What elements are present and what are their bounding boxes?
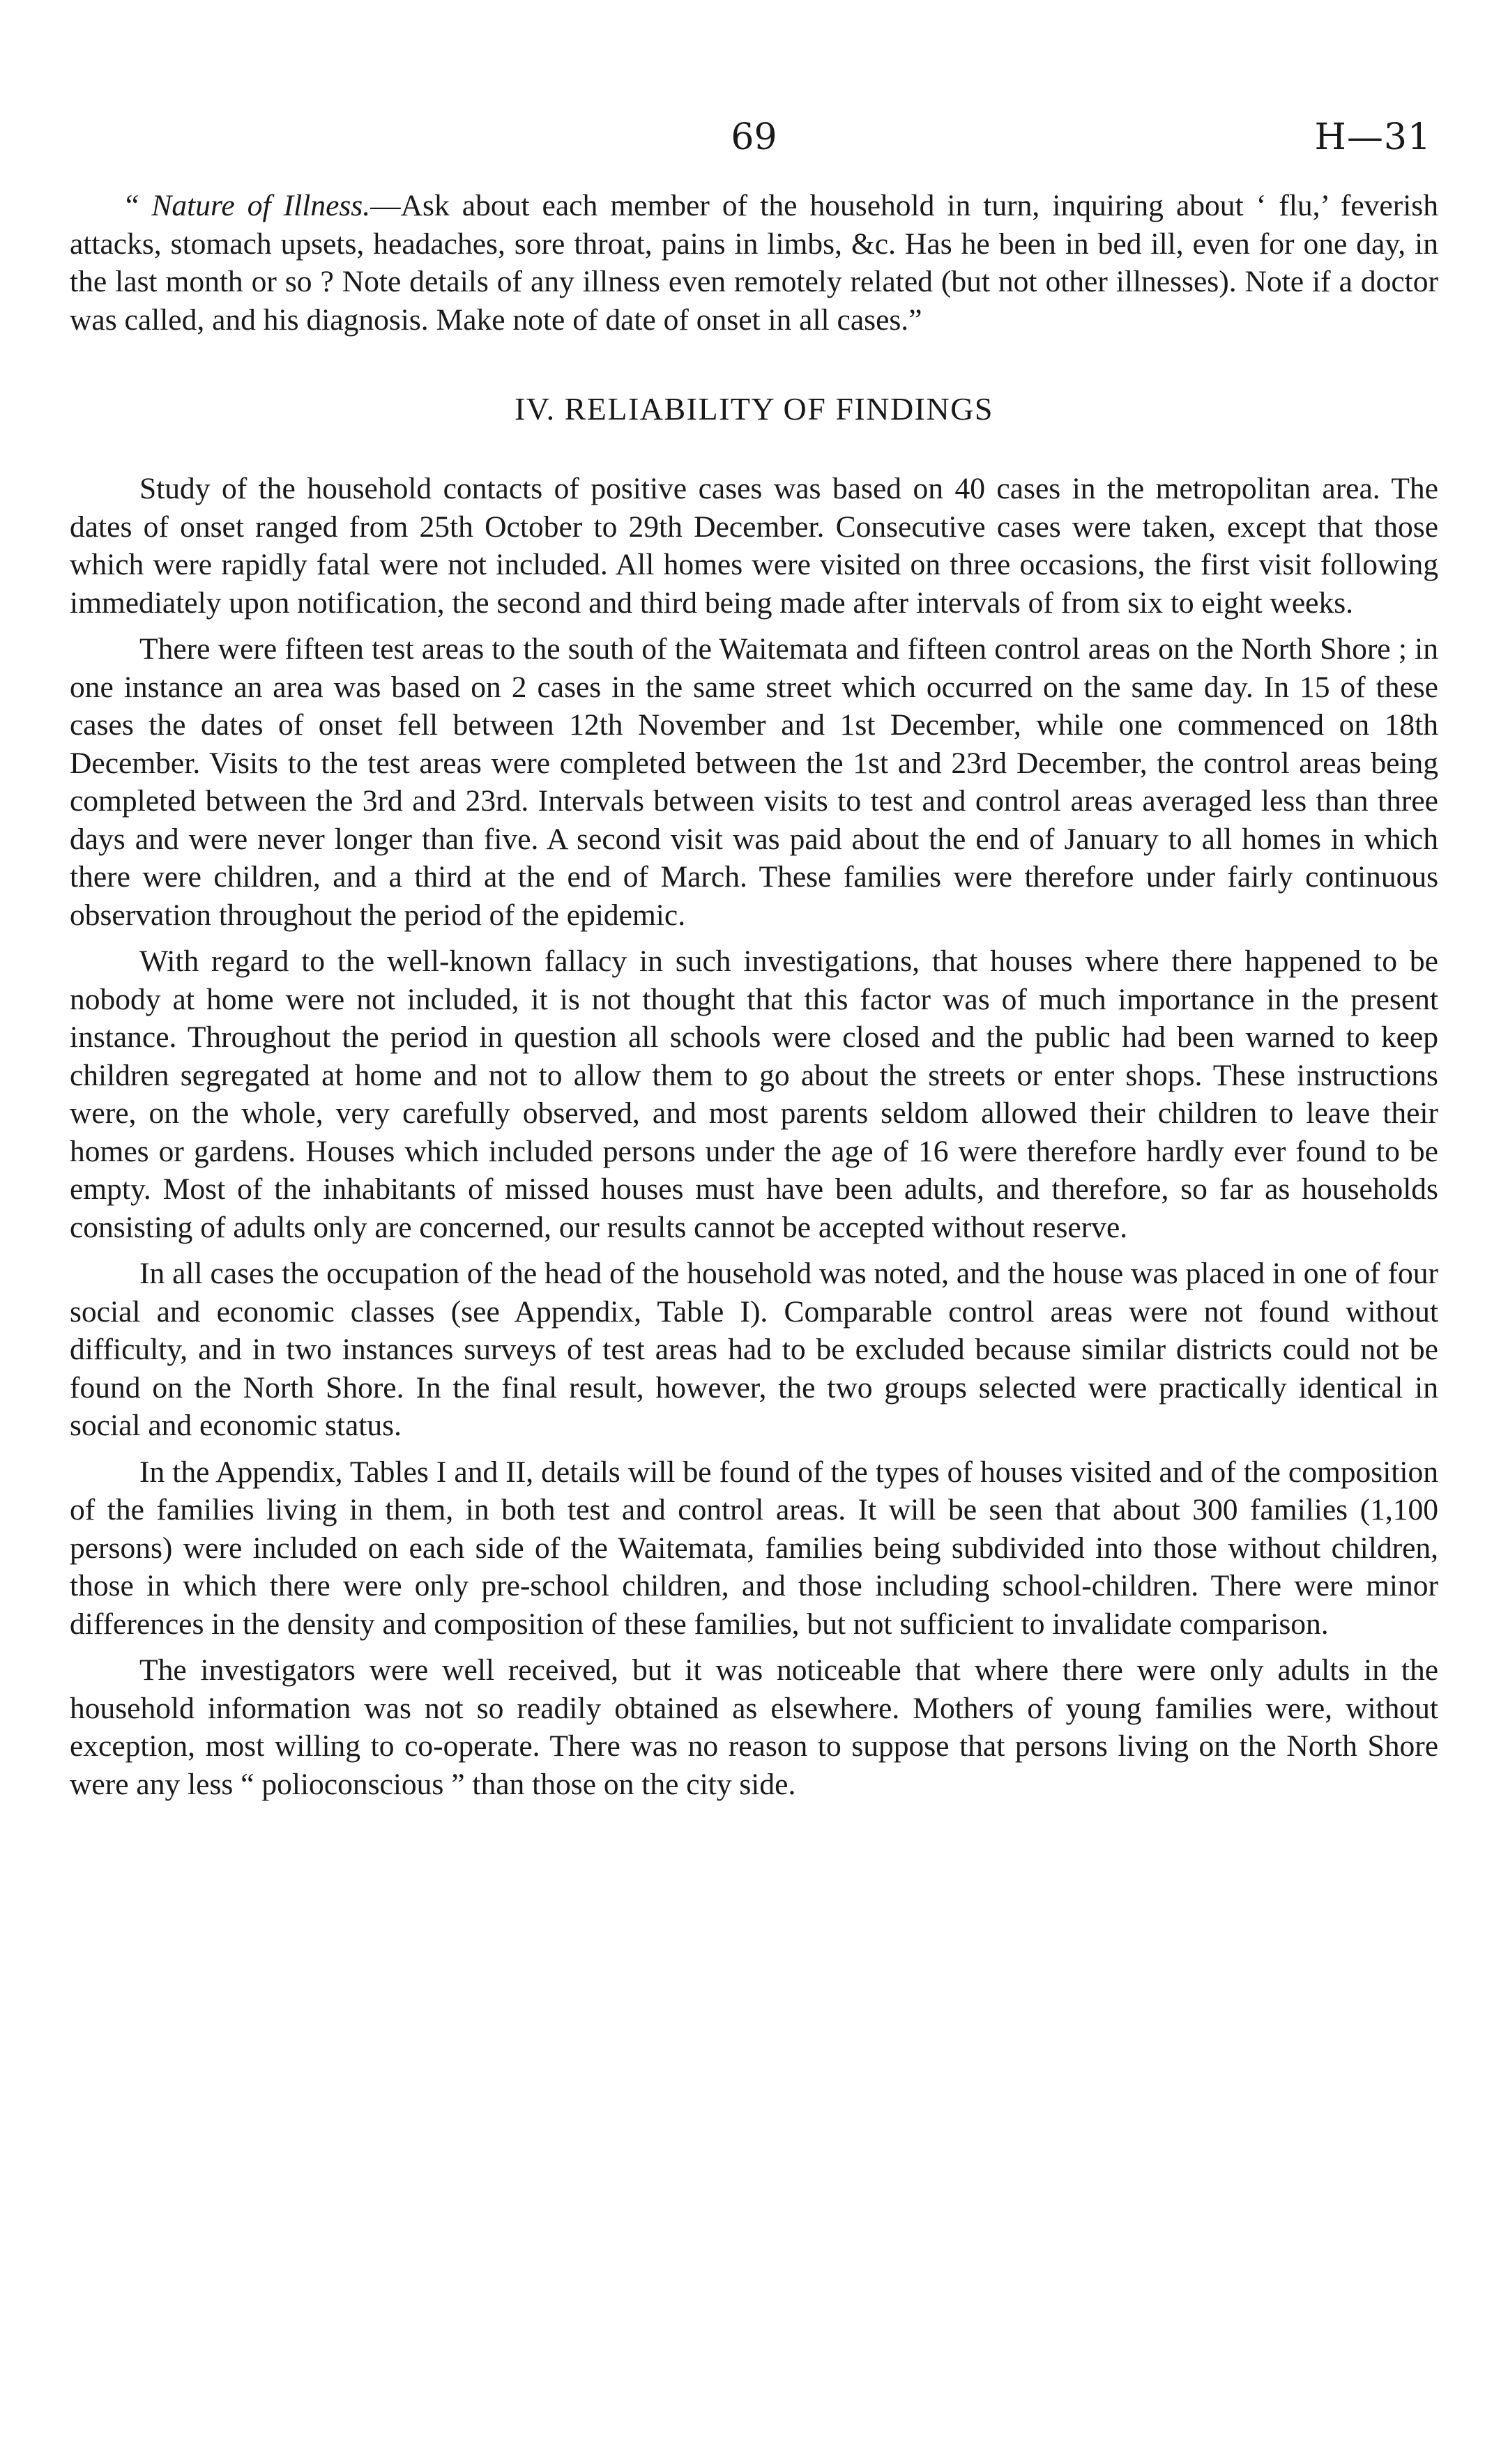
paragraph-occupation: In all cases the occupation of the head of the household was noted, and the house was placed in one of four social and economic classes (see Appendix, Table I). Comparable control areas were not found without difficulty, and in two instances surveys of test areas had to be excluded because similar districts could not be found on the North Shore. In the final result, however, the two groups selected were practically identical in social and economic status. [70,1257,1438,1442]
paragraph-appendix: In the Appendix, Tables I and II, details will be found of the types of houses visited and of the composition of the families living in them, in both test and control areas. It will be seen that about 300 families (1,100 persons) were included on each side of the Waitemata, families being subdivided into those without children, those in which there were only pre-school children, and those including school-children. There were minor differences in the density and composition of these families, but not sufficient to invalidate comparison. [70,1455,1438,1641]
document-code: H—31 [1314,116,1431,158]
section-heading: IV. RELIABILITY OF FINDINGS [514,391,994,427]
page-header [70,113,1438,162]
intro-rest: —Ask about each member of the household in turn, inquiring about ‘ flu,’ feverish attacks, stomach upsets, headaches, sore throat, pains in limbs, &c. Has he been in bed ill, even for one day, in the last month or so ? Note details of any illness even remotely related (but not other illnesses). Note if a doctor was called, and his diagnosis. Make note of date of onset in all cases.” [70,189,1438,337]
intro-italic-lead: Nature of Illness. [151,189,371,222]
paragraph-test-areas: There were fifteen test areas to the south of the Waitemata and fifteen control areas on the North Shore ; in one instance an area was based on 2 cases in the same street which occurred on the same day. In 15 of these cases the dates of onset fell between 12th November and 1st December, while one commenced on 18th December. Visits to the test areas were completed between the 1st and 23rd December, the control areas being completed between the 3rd and 23rd. Intervals between visits to test and control areas averaged less than three days and were never longer than five. A second visit was paid about the end of January to all homes in which there were children, and a third at the end of March. These families were therefore under fairly continuous observation throughout the period of the epidemic. [70,632,1438,932]
paragraph-fallacy: With regard to the well-known fallacy in such investigations, that houses where there happened to be nobody at home were not included, it is not thought that this factor was of much importance in the present instance. Throughout the period in question all schools were closed and the public had been warned to keep children segregated at home and not to allow them to go about the streets or enter shops. These instructions were, on the whole, very carefully observed, and most parents seldom allowed their children to leave their homes or gardens. Houses which included persons under the age of 16 were therefore hardly ever found to be empty. Most of the inhabitants of missed houses must have been adults, and therefore, so far as households consisting of adults only are concerned, our results cannot be accepted without reserve. [70,944,1438,1244]
body-text [70,187,1438,1812]
intro-open-quote: “ [125,189,152,222]
paragraph-investigators: The investigators were well received, but it was noticeable that where there were only adults in the household information was not so readily obtained as elsewhere. Mothers of young families were, without exception, most willing to co-operate. There was no reason to suppose that persons living on the North Shore were any less “ polioconscious ” than those on the city side. [70,1653,1438,1801]
page-number: 69 [731,116,777,158]
intro-quote-paragraph [70,187,1438,339]
paragraph-study: Study of the household contacts of positive cases was based on 40 cases in the metropolitan area. The dates of onset ranged from 25th October to 29th December. Consecutive cases were taken, except that those which were rapidly fatal were not included. All homes were visited on three occasions, the first visit following immediately upon notification, the second and third being made after intervals of from six to eight weeks. [70,472,1438,620]
